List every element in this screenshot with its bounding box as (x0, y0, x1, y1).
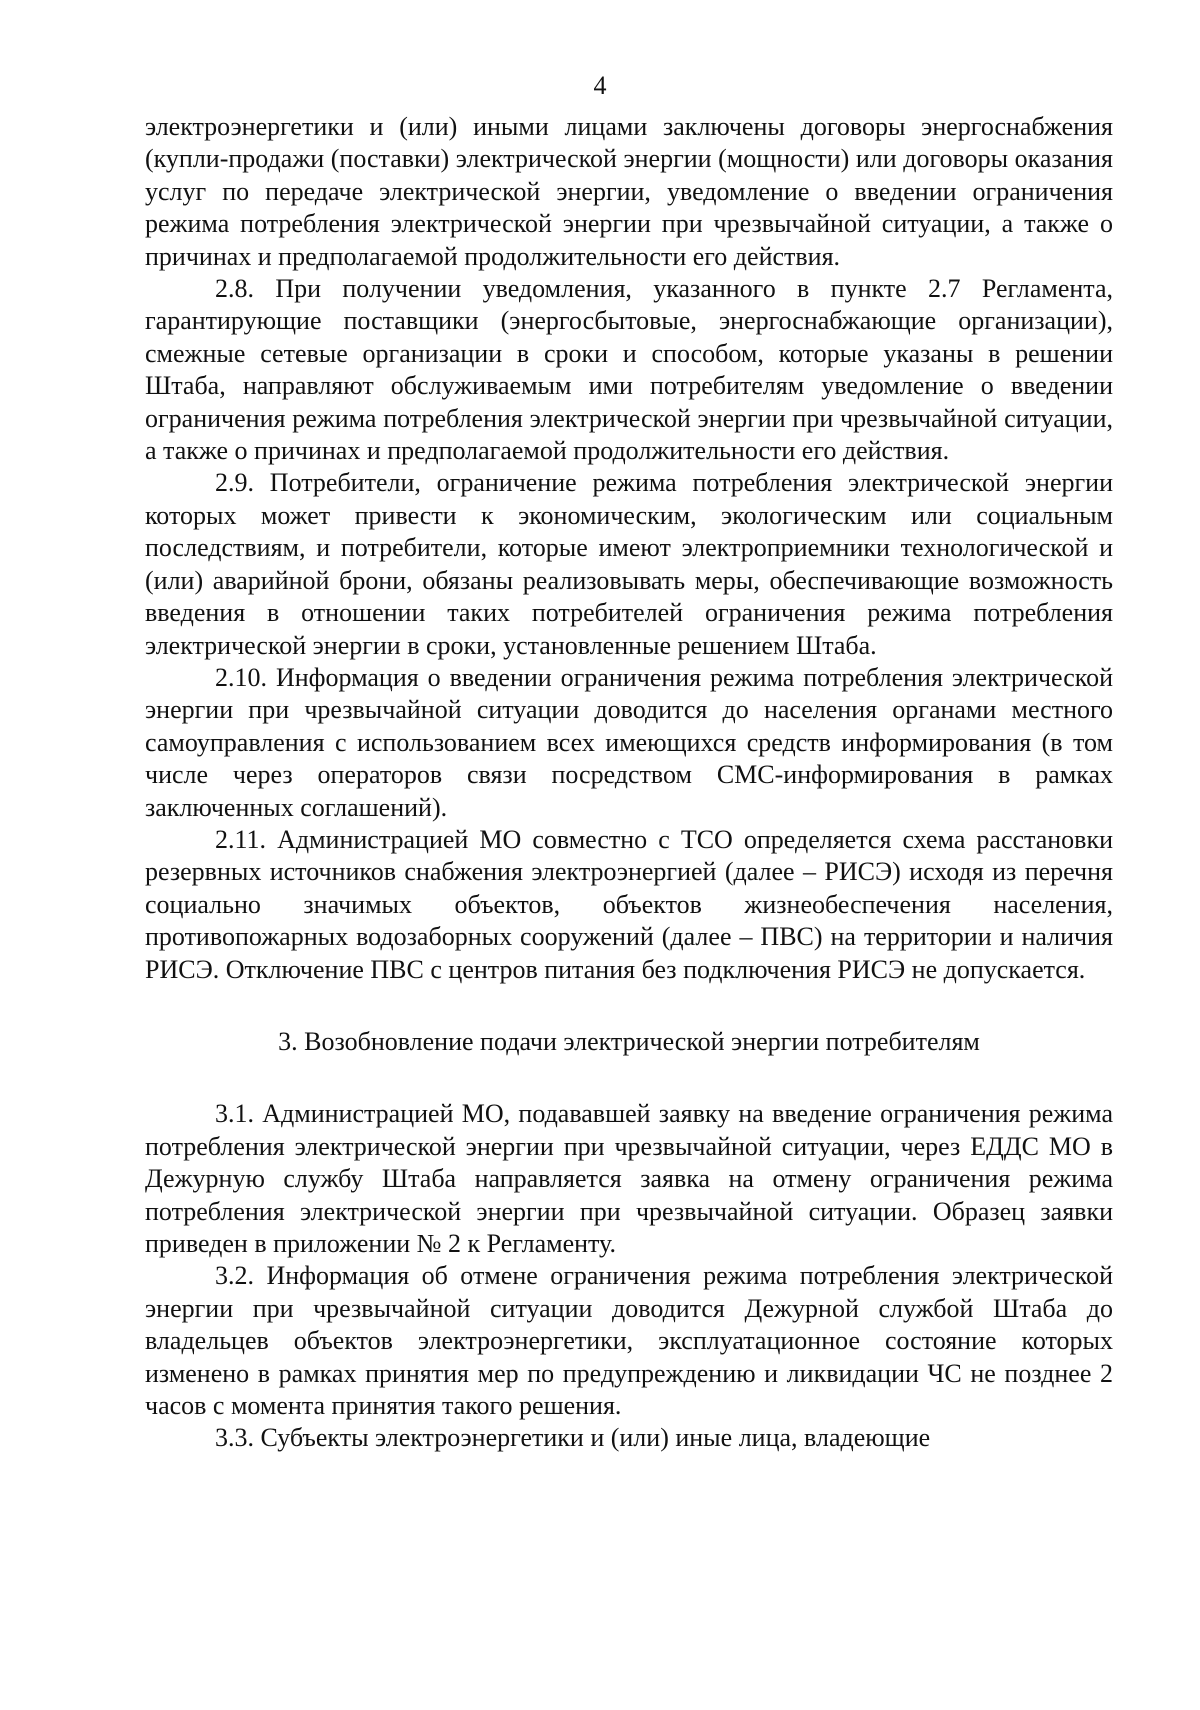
paragraph-2-9: 2.9. Потребители, ограничение режима потребления электрической энергии которых может привести к экономическим, экологическим или социальным последствиям, и потребители, которые имеют электроприемники технологической и (или) аварийной брони, обязаны реализовывать меры, обеспечивающие возможность введения в отношении таких потребителей ограничения режима потребления электрической энергии в сроки, установленные решением Штаба. (145, 468, 1113, 660)
paragraph-2-10: 2.10. Информация о введении ограничения режима потребления электрической энергии при чрезвычайной ситуации доводится до населения органами местного самоуправления с использованием всех имеющихся средств информирования (в том числе через операторов связи посредством СМС-информирования в рамках заключенных соглашений). (145, 662, 1113, 822)
paragraph-3-2: 3.2. Информация об отмене ограничения режима потребления электрической энергии при чрезвычайной ситуации доводится Дежурной службой Штаба до владельцев объектов электроэнергетики, эксплуатационное состояние которых изменено в рамках принятия мер по предупреждению и ликвидации ЧС не позднее 2 часов с момента принятия такого решения. (145, 1261, 1113, 1421)
paragraph-3-1: 3.1. Администрацией МО, подававшей заявку на введение ограничения режима потребления электрической энергии при чрезвычайной ситуации, через ЕДДС МО в Дежурную службу Штаба направляется заявка на отмену ограничения режима потребления электрической энергии при чрезвычайной ситуации. Образец заявки приведен в приложении № 2 к Регламенту. (145, 1099, 1113, 1258)
section-3-heading: 3. Возобновление подачи электрической энергии потребителям (278, 1026, 980, 1056)
paragraph-3-3: 3.3. Субъекты электроэнергетики и (или) иные лица, владеющие (215, 1423, 931, 1453)
paragraph-2-11: 2.11. Администрацией МО совместно с ТСО определяется схема расстановки резервных источников снабжения электроэнергией (далее – РИСЭ) исходя из перечня социально значимых объектов, объектов жизнеобеспечения населения, противопожарных водозаборных сооружений (далее – ПВС) на территории и наличия РИСЭ. Отключение ПВС с центров питания без подключения РИСЭ не допускается. (145, 824, 1113, 984)
document-body (145, 111, 1113, 1455)
page-number: 4 (593, 71, 607, 100)
paragraph-2-8: 2.8. При получении уведомления, указанного в пункте 2.7 Регламента, гарантирующие поставщики (энергосбытовые, энергоснабжающие организации), смежные сетевые организации в сроки и способом, которые указаны в решении Штаба, направляют обслуживаемым ими потребителям уведомление о введении ограничения режима потребления электрической энергии при чрезвычайной ситуации, а также о причинах и предполагаемой продолжительности его действия. (145, 274, 1113, 466)
paragraph-continuation: электроэнергетики и (или) иными лицами заключены договоры энергоснабжения (купли-продажи (поставки) электрической энергии (мощности) или договоры оказания услуг по передаче электрической энергии, уведомление о введении ограничения режима потребления электрической энергии при чрезвычайной ситуации, а также о причинах и предполагаемой продолжительности его действия. (145, 112, 1113, 271)
